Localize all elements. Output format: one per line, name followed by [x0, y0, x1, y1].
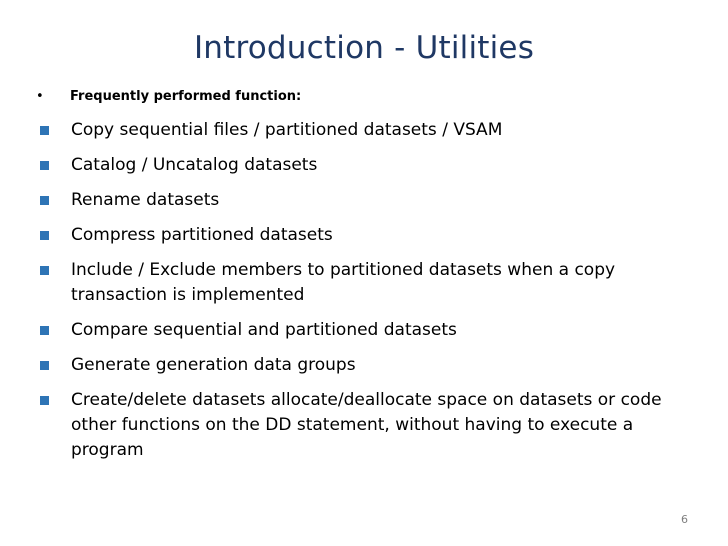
bullet-text: Compress partitioned datasets [71, 225, 333, 245]
bullet-item [40, 388, 680, 463]
square-bullet-icon [40, 326, 49, 335]
bullet-text: Copy sequential files / partitioned datasets / VSAM [71, 120, 503, 140]
square-bullet-icon [40, 361, 49, 370]
bullet-item [40, 153, 680, 178]
round-bullet-icon: • [36, 89, 44, 104]
bullet-list [40, 118, 680, 473]
bullet-item [40, 223, 680, 248]
square-bullet-icon [40, 161, 49, 170]
bullet-text: Include / Exclude members to partitioned datasets when a copy transaction is implemented [71, 260, 616, 305]
square-bullet-icon [40, 196, 49, 205]
bullet-text: Generate generation data groups [71, 355, 356, 375]
square-bullet-icon [40, 396, 49, 405]
bullet-text: Catalog / Uncatalog datasets [71, 155, 318, 175]
square-bullet-icon [40, 126, 49, 135]
bullet-item [40, 353, 680, 378]
bullet-text: Compare sequential and partitioned datasets [71, 320, 457, 340]
square-bullet-icon [40, 231, 49, 240]
bullet-item [40, 188, 680, 213]
bullet-item [40, 318, 680, 343]
square-bullet-icon [40, 266, 49, 275]
bullet-item [40, 118, 680, 143]
page-number: 6 [681, 513, 688, 526]
bullet-item [40, 258, 680, 308]
slide-title: Introduction - Utilities [193, 30, 535, 66]
intro-text: Frequently performed function: [70, 89, 302, 104]
bullet-text: Create/delete datasets allocate/deallocate space on datasets or code other functions on the DD statement, without having to execute a program [71, 390, 662, 460]
bullet-text: Rename datasets [71, 190, 220, 210]
intro-line [36, 86, 696, 108]
